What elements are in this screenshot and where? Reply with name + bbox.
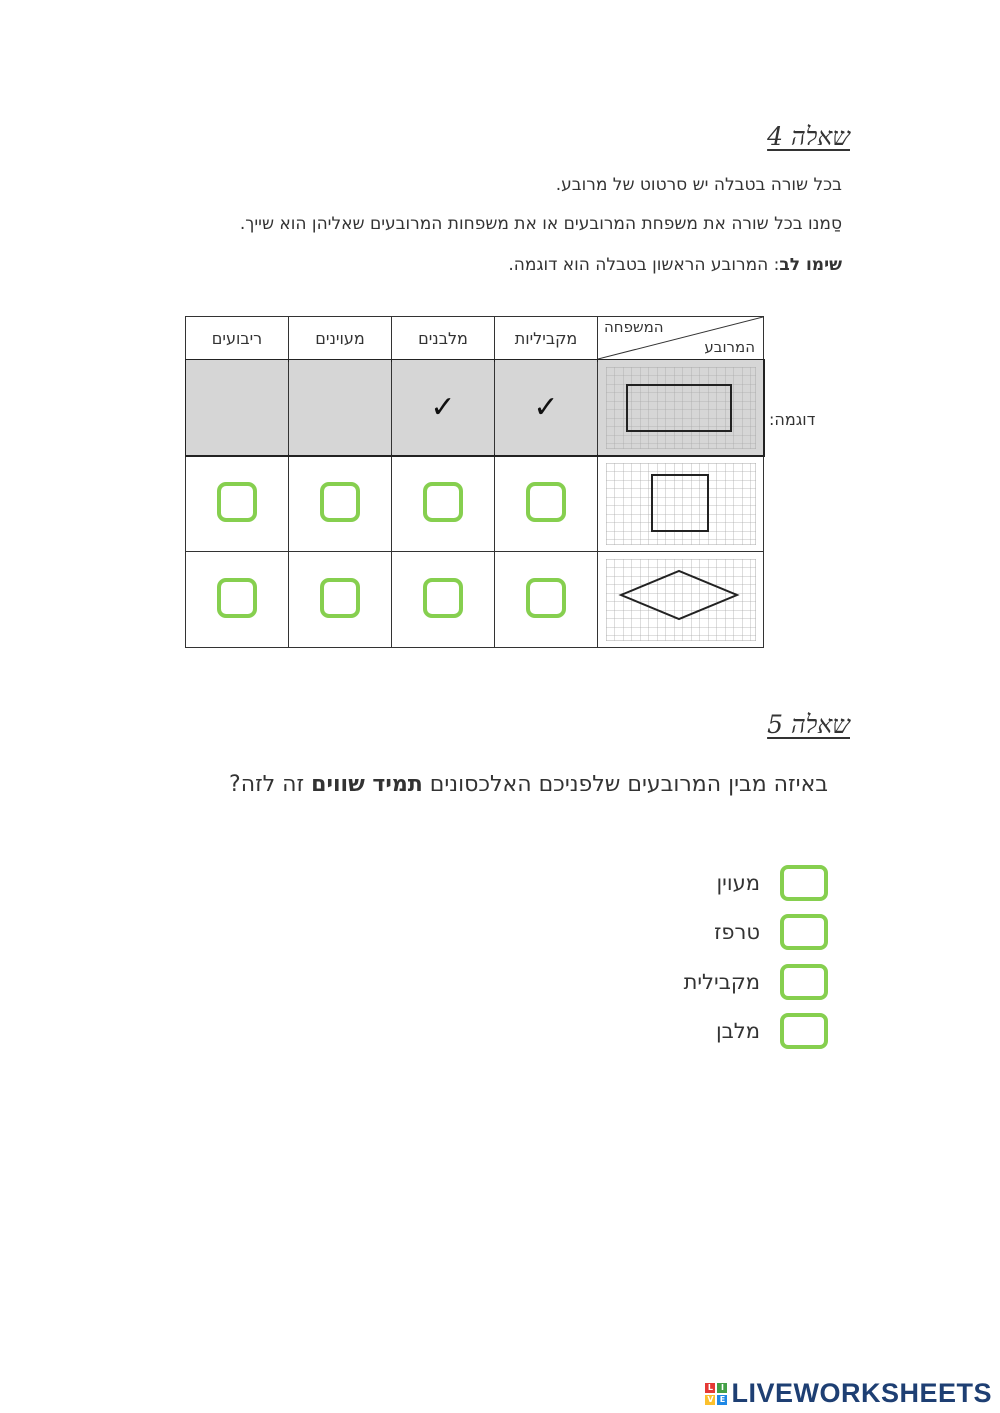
answer-cell (289, 456, 392, 552)
question-4-heading: שאלה 4 (767, 122, 850, 151)
diagonal-header-cell (598, 317, 764, 360)
option-label: מעוין (716, 871, 760, 895)
example-row (186, 360, 764, 456)
q5-question-bold: תמיד שווים (311, 772, 423, 797)
q5-question-post: זה לזה? (229, 772, 312, 797)
logo-letter: E (717, 1395, 727, 1405)
quadrilateral-table (185, 316, 764, 648)
table-header-row (186, 317, 764, 360)
column-header: ריבועים (186, 317, 289, 360)
answer-cell (392, 552, 495, 648)
checkbox-parallelograms[interactable] (526, 482, 566, 522)
option-rectangle[interactable] (716, 1011, 828, 1051)
check-mark-icon: ✓ (533, 390, 559, 425)
square-drawing (606, 463, 756, 545)
option-checkbox[interactable] (780, 914, 828, 950)
option-checkbox[interactable] (780, 964, 828, 1000)
example-label: דוגמה: (769, 410, 816, 429)
q4-note-bold: שימו לב (779, 255, 842, 275)
column-header: מעוינים (289, 317, 392, 360)
option-checkbox[interactable] (780, 1013, 828, 1049)
option-parallelogram[interactable] (684, 962, 828, 1002)
q4-note (508, 255, 842, 275)
square-shape-cell (598, 456, 764, 552)
q5-question-pre: באיזה מבין המרובעים שלפניכם האלכסונים (422, 772, 828, 797)
rectangle-drawing (606, 367, 756, 449)
logo-letter: V (707, 1395, 714, 1404)
rhombus-row (186, 552, 764, 648)
checkbox-rectangles[interactable] (423, 482, 463, 522)
rhombus-drawing (606, 559, 756, 641)
check-mark-icon: ✓ (430, 390, 456, 425)
example-mark-cell (495, 360, 598, 456)
q4-instruction-1: בכל שורה בטבלה יש סרטוט של מרובע. (555, 175, 842, 195)
checkbox-rectangles[interactable] (423, 578, 463, 618)
option-label: מלבן (715, 1019, 760, 1043)
q4-note-text: : המרובע הראשון בטבלה הוא דוגמה. (508, 255, 780, 275)
brand-text: LIVEWORKSHEETS (731, 1378, 992, 1408)
liveworksheets-logo (705, 1378, 992, 1409)
example-mark-cell (392, 360, 495, 456)
option-label: טרפז (714, 920, 760, 944)
answer-cell (392, 456, 495, 552)
answer-cell (186, 456, 289, 552)
answer-cell (186, 552, 289, 648)
logo-letter: L (705, 1383, 715, 1393)
column-header: מלבנים (392, 317, 495, 360)
option-label: מקבילית (683, 970, 760, 994)
rhombus-shape-cell (598, 552, 764, 648)
option-rhombus[interactable] (716, 863, 828, 903)
square-row (186, 456, 764, 552)
question-5-heading: שאלה 5 (767, 710, 850, 739)
q4-instruction-2: סַמנו בכל שורה את משפחת המרובעים או את משפחות המרובעים שאליהן הוא שייך. (239, 214, 842, 234)
column-header: מקביליות (495, 317, 598, 360)
diag-top-label: המשפחה (604, 318, 664, 336)
option-checkbox[interactable] (780, 865, 828, 901)
checkbox-rhombuses[interactable] (320, 578, 360, 618)
answer-cell (495, 552, 598, 648)
checkbox-squares[interactable] (217, 482, 257, 522)
example-mark-cell (186, 360, 289, 456)
q5-question (229, 772, 828, 797)
logo-letter: I (717, 1383, 727, 1393)
checkbox-parallelograms[interactable] (526, 578, 566, 618)
rectangle-shape-cell (598, 360, 764, 456)
checkbox-rhombuses[interactable] (320, 482, 360, 522)
example-mark-cell (289, 360, 392, 456)
option-trapezoid[interactable] (714, 912, 828, 952)
diag-bottom-label: המרובע (704, 338, 755, 356)
answer-cell (495, 456, 598, 552)
logo-icon (705, 1383, 727, 1405)
checkbox-squares[interactable] (217, 578, 257, 618)
answer-cell (289, 552, 392, 648)
